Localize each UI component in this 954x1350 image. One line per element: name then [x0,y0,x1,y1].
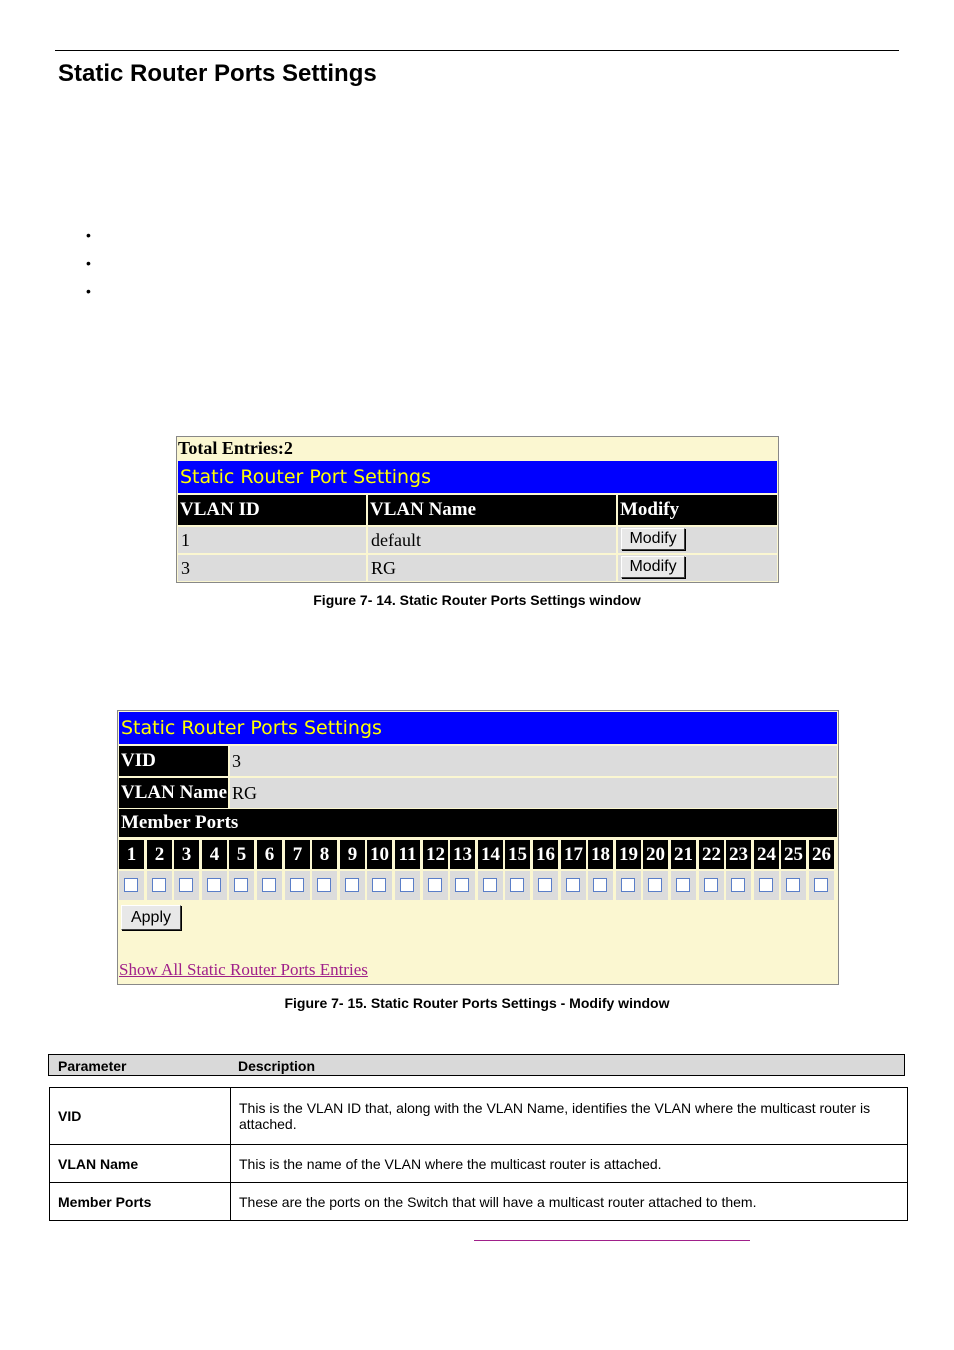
port-cell-15 [505,871,530,900]
port-cell-18 [588,871,613,900]
port-cell-2 [147,871,172,900]
port-checkbox-12[interactable] [428,878,442,892]
port-number-10: 10 [367,840,392,869]
port-number-19: 19 [616,840,641,869]
parameter-header: Parameter [58,1058,127,1074]
port-cell-9 [340,871,365,900]
vid-value: 3 [230,746,837,776]
port-cell-7 [285,871,310,900]
figure-caption: Figure 7- 15. Static Router Ports Settings - Modify window [284,995,670,1011]
port-number-21: 21 [671,840,696,869]
port-cell-4 [202,871,227,900]
port-checkbox-25[interactable] [786,878,800,892]
port-checkbox-11[interactable] [400,878,414,892]
port-checkbox-8[interactable] [317,878,331,892]
parameter-table [49,1087,908,1221]
port-cell-14 [478,871,503,900]
port-number-5: 5 [229,840,254,869]
port-cell-24 [754,871,779,900]
port-checkbox-4[interactable] [207,878,221,892]
port-cell-11 [395,871,420,900]
footer-link-underline [474,1240,750,1241]
window-title-bar: Static Router Port Settings [178,461,777,493]
column-header-vlan-id: VLAN ID [178,495,366,525]
port-number-15: 15 [505,840,530,869]
port-cell-1 [119,871,144,900]
port-checkbox-19[interactable] [621,878,635,892]
page-title: Static Router Ports Settings [58,60,377,87]
port-cell-25 [781,871,806,900]
port-number-25: 25 [781,840,806,869]
port-number-14: 14 [478,840,503,869]
port-checkbox-20[interactable] [648,878,662,892]
modify-button[interactable]: Modify [621,556,685,578]
port-number-26: 26 [809,840,834,869]
port-cell-22 [699,871,724,900]
vlan-name-label: VLAN Name [119,778,228,808]
port-number-12: 12 [423,840,448,869]
table-row [50,1183,908,1221]
static-router-ports-modify-window [117,710,839,985]
port-number-13: 13 [450,840,475,869]
port-cell-8 [312,871,337,900]
table-cell-vlan-id: 1 [178,527,366,553]
port-checkbox-21[interactable] [676,878,690,892]
port-number-9: 9 [340,840,365,869]
bullet: • [86,255,91,271]
port-checkbox-26[interactable] [814,878,828,892]
port-cell-23 [726,871,751,900]
port-cell-17 [561,871,586,900]
table-row [618,555,777,581]
port-checkbox-13[interactable] [455,878,469,892]
description-header: Description [238,1058,316,1074]
port-cell-12 [423,871,448,900]
member-ports-label: Member Ports [119,809,837,837]
port-number-1: 1 [119,840,144,869]
port-number-18: 18 [588,840,613,869]
total-entries: Total Entries:2 [178,438,293,458]
port-checkbox-3[interactable] [179,878,193,892]
port-number-17: 17 [561,840,586,869]
table-cell-vlan-id: 3 [178,555,366,581]
table-row [50,1088,908,1145]
port-number-20: 20 [643,840,668,869]
port-cell-13 [450,871,475,900]
port-number-24: 24 [754,840,779,869]
parameter-description: This is the VLAN ID that, along with the VLAN Name, identifies the VLAN where the multicast router is attached. [231,1088,908,1145]
port-number-11: 11 [395,840,420,869]
column-header-vlan-name: VLAN Name [368,495,616,525]
parameter-name: Member Ports [50,1183,231,1221]
port-cell-26 [809,871,834,900]
column-header-modify: Modify [618,495,777,525]
port-number-6: 6 [257,840,282,869]
window-title-bar: Static Router Ports Settings [119,712,837,744]
port-cell-3 [174,871,199,900]
port-checkbox-22[interactable] [704,878,718,892]
bullet: • [86,227,91,243]
port-cell-19 [616,871,641,900]
port-checkbox-7[interactable] [290,878,304,892]
port-cell-10 [367,871,392,900]
port-checkbox-23[interactable] [731,878,745,892]
port-number-3: 3 [174,840,199,869]
port-number-4: 4 [202,840,227,869]
port-checkbox-18[interactable] [593,878,607,892]
port-checkbox-10[interactable] [372,878,386,892]
table-cell-vlan-name: default [368,527,616,553]
port-cell-20 [643,871,668,900]
port-checkbox-5[interactable] [234,878,248,892]
port-cell-21 [671,871,696,900]
modify-button[interactable]: Modify [621,528,685,550]
table-row [618,527,777,553]
table-row [50,1145,908,1183]
top-rule [55,50,899,51]
port-checkbox-16[interactable] [538,878,552,892]
figure-caption: Figure 7- 14. Static Router Ports Settings window [313,592,641,608]
port-checkbox-2[interactable] [152,878,166,892]
vid-label: VID [119,746,228,776]
vlan-name-value: RG [230,778,837,808]
parameter-table-header [48,1054,905,1076]
apply-button[interactable]: Apply [121,905,181,930]
port-checkbox-9[interactable] [345,878,359,892]
port-number-16: 16 [533,840,558,869]
port-number-7: 7 [285,840,310,869]
port-number-2: 2 [147,840,172,869]
port-cell-6 [257,871,282,900]
port-checkbox-24[interactable] [759,878,773,892]
parameter-name: VLAN Name [50,1145,231,1183]
static-router-port-settings-window [176,436,779,583]
port-checkbox-15[interactable] [510,878,524,892]
port-checkbox-17[interactable] [566,878,580,892]
port-number-23: 23 [726,840,751,869]
parameter-name: VID [50,1088,231,1145]
bullet: • [86,283,91,299]
port-checkbox-1[interactable] [124,878,138,892]
parameter-description: This is the name of the VLAN where the multicast router is attached. [231,1145,908,1183]
parameter-description: These are the ports on the Switch that will have a multicast router attached to them. [231,1183,908,1221]
port-number-22: 22 [699,840,724,869]
port-cell-5 [229,871,254,900]
port-checkbox-14[interactable] [483,878,497,892]
show-all-static-router-ports-link[interactable]: Show All Static Router Ports Entries [119,960,368,979]
port-number-8: 8 [312,840,337,869]
port-cell-16 [533,871,558,900]
port-checkbox-6[interactable] [262,878,276,892]
table-cell-vlan-name: RG [368,555,616,581]
